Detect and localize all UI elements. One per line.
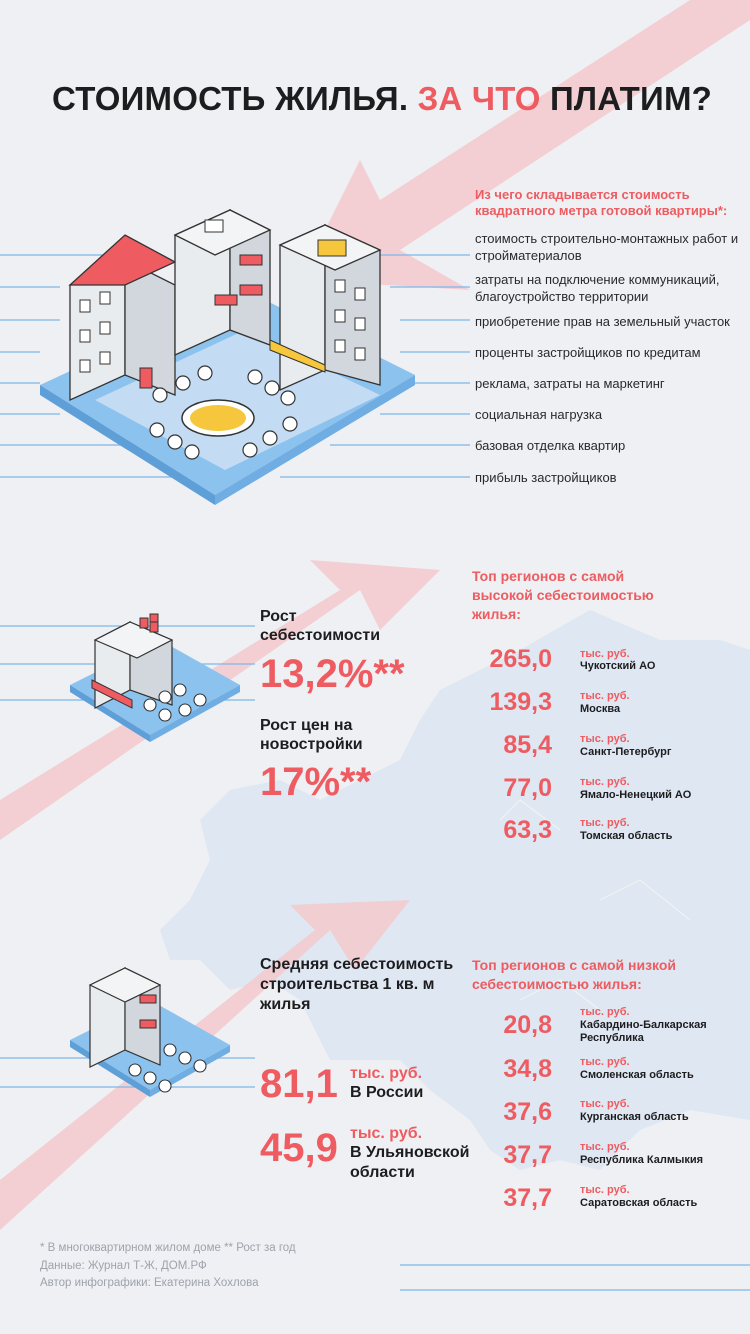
region-name: Санкт-Петербург <box>580 746 672 758</box>
region-value: 37,6 <box>503 1098 552 1126</box>
region-unit: тыс. руб. <box>580 733 630 745</box>
price-growth-label: Рост цен на новостройки <box>260 717 363 753</box>
footnotes: * В многоквартирном жилом доме ** Рост за год <box>40 1242 296 1254</box>
ulyanovsk-unit: тыс. руб. <box>350 1125 423 1142</box>
region-unit: тыс. руб. <box>580 776 630 788</box>
region-value: 85,4 <box>503 731 552 759</box>
region-name: Москва <box>580 703 621 715</box>
region-value: 139,3 <box>489 688 552 716</box>
composition-item: приобретение прав на земельный участок <box>475 314 730 329</box>
composition-item: базовая отделка квартир <box>475 438 626 453</box>
composition-item: социальная нагрузка <box>475 407 603 422</box>
page-title <box>52 80 712 118</box>
region-name: Курганская область <box>580 1111 689 1123</box>
cost-growth-value: 13,2%** <box>260 652 405 696</box>
residential-complex <box>40 210 415 505</box>
region-unit: тыс. руб. <box>580 1098 630 1110</box>
region-unit: тыс. руб. <box>580 1006 630 1018</box>
top-low-heading: Топ регионов с самой низкой себестоимостью жилья: <box>472 957 677 992</box>
region-value: 20,8 <box>503 1011 552 1039</box>
region-unit: тыс. руб. <box>580 1184 630 1196</box>
composition-item: реклама, затраты на маркетинг <box>475 376 665 391</box>
region-value: 37,7 <box>503 1141 552 1169</box>
region-value: 63,3 <box>503 816 552 844</box>
region-name: Кабардино-Балкарская Республика <box>580 1019 707 1044</box>
composition-item: стоимость строительно-монтажных работ и стройматериалов <box>475 231 739 263</box>
region-name: Республика Калмыкия <box>580 1154 704 1166</box>
region-value: 77,0 <box>503 774 552 802</box>
russia-unit: тыс. руб. <box>350 1065 423 1082</box>
region-name: Саратовская область <box>580 1197 698 1209</box>
region-value: 265,0 <box>489 645 552 673</box>
data-source: Данные: Журнал Т-Ж, ДОМ.РФ <box>40 1260 207 1272</box>
region-name: Чукотский АО <box>580 660 656 672</box>
ulyanovsk-value: 45,9 <box>260 1126 338 1170</box>
small-building-bottom <box>70 968 230 1097</box>
author-credit: Автор инфографики: Екатерина Хохлова <box>40 1277 259 1289</box>
region-name: Ямало-Ненецкий АО <box>580 789 692 801</box>
composition-item: затраты на подключение коммуникаций, благоустройство территории <box>475 272 720 304</box>
title-part-3: ПЛАТИМ? <box>540 80 712 117</box>
composition-heading: Из чего складывается стоимость квадратного метра готовой квартиры*: <box>475 187 728 218</box>
russia-value: 81,1 <box>260 1062 338 1106</box>
title-part-2: ЗА ЧТО <box>417 80 541 117</box>
region-unit: тыс. руб. <box>580 690 630 702</box>
russia-label: В России <box>350 1084 424 1101</box>
cost-growth-label: Рост себестоимости <box>260 608 381 644</box>
title-part-1: СТОИМОСТЬ ЖИЛЬЯ. <box>52 80 418 117</box>
region-unit: тыс. руб. <box>580 648 630 660</box>
region-unit: тыс. руб. <box>580 1056 630 1068</box>
top-high-heading: Топ регионов с самой высокой себестоимостью жилья: <box>472 568 654 622</box>
region-value: 34,8 <box>503 1055 552 1083</box>
region-value: 37,7 <box>503 1184 552 1212</box>
average-cost-label: Средняя себестоимость строительства 1 кв. м жилья <box>260 956 454 1013</box>
composition-item: проценты застройщиков по кредитам <box>475 345 701 360</box>
region-unit: тыс. руб. <box>580 1141 630 1153</box>
region-name: Томская область <box>580 830 673 842</box>
price-growth-value: 17%** <box>260 760 372 804</box>
region-name: Смоленская область <box>580 1069 694 1081</box>
small-building-middle <box>70 614 240 742</box>
ulyanovsk-label: В Ульяновской области <box>350 1144 470 1181</box>
composition-item: прибыль застройщиков <box>475 470 617 485</box>
region-unit: тыс. руб. <box>580 817 630 829</box>
